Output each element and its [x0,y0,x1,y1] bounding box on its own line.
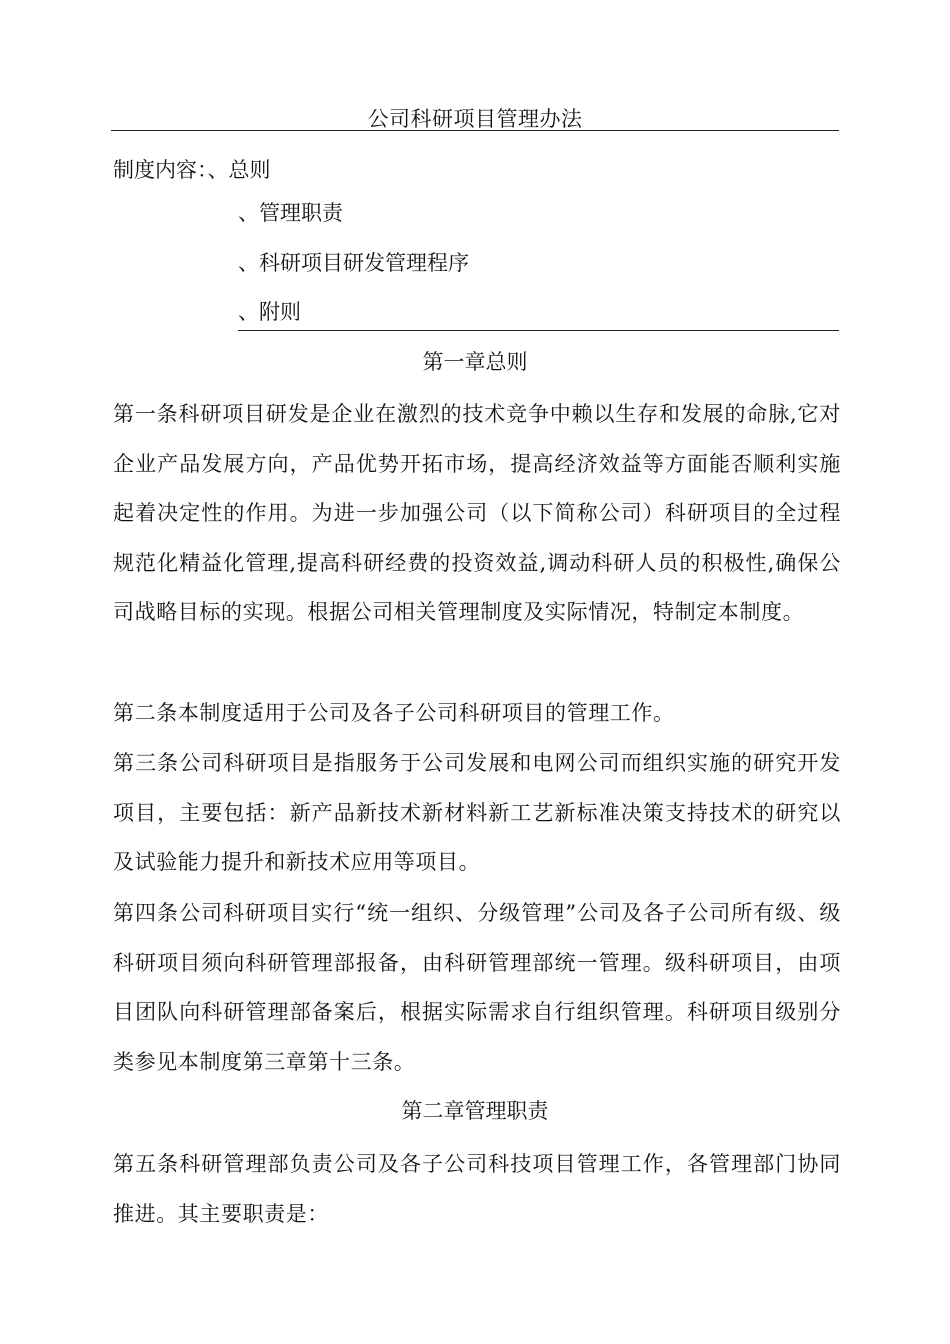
toc-item-rd-procedure: 、科研项目研发管理程序 [238,251,469,275]
toc-label: 制度内容：、总则 [113,158,271,182]
article-2: 第二条本制度适用于公司及各子公司科研项目的管理工作。 [113,701,675,725]
toc-item-management-duties: 、管理职责 [238,201,343,225]
toc-item-appendix: 、附则 [238,300,301,324]
article-5: 第五条科研管理部负责公司及各子公司科技项目管理工作，各管理部门协同推进。其主要职责是： [113,1152,841,1226]
article-3: 第三条公司科研项目是指服务于公司发展和电网公司而组织实施的研究开发项目，主要包括：新产品新技术新材料新工艺新标准决策支持技术的研究以及试验能力提升和新技术应用等项目。 [113,751,841,874]
document-title: 公司科研项目管理办法 [367,107,583,131]
article-1: 第一条科研项目研发是企业在激烈的技术竞争中赖以生存和发展的命脉,它对企业产品发展方向，产品优势开拓市场，提高经济效益等方面能否顺利实施起着决定性的作用。为进一步加强公司（以下简称公司）科研项目的全过程规范化精益化管理,提高科研经费的投资效益,调动科研人员的积极性,确保公司战略目标的实现。根据公司相关管理制度及实际情况，特制定本制度。 [113,402,841,624]
title-underline [111,130,839,131]
article-4: 第四条公司科研项目实行“统一组织、分级管理”公司及各子公司所有级、级科研项目须向科研管理部报备，由科研管理部统一管理。级科研项目，由项目团队向科研管理部备案后，根据实际需求自行组织管理。科研项目级别分类参见本制度第三章第十三条。 [113,901,841,1074]
chapter-1-heading: 第一章总则 [422,350,528,374]
toc-underline [238,330,839,331]
chapter-2-heading: 第二章管理职责 [401,1099,549,1123]
